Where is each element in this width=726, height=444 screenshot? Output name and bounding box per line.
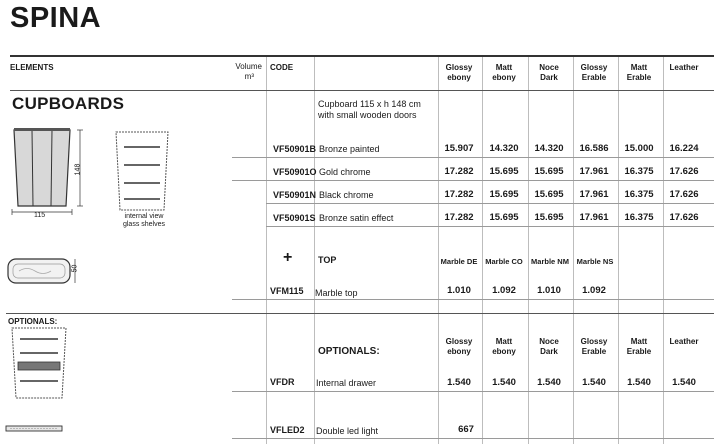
price-cell: 16.375	[624, 189, 654, 200]
price-cell: 16.224	[669, 143, 699, 154]
row-rule	[232, 299, 714, 300]
price-cell: 15.695	[534, 189, 564, 200]
row-desc: Double led light	[316, 426, 379, 436]
opt-col-leather: Leather	[669, 337, 699, 346]
price-cell: 17.626	[669, 189, 699, 200]
section-cupboards: CUPBOARDS	[12, 94, 125, 113]
price-cell: 1.092	[582, 285, 606, 296]
section-rule	[6, 313, 714, 314]
price-cell: 15.695	[534, 212, 564, 223]
row-desc: Black chrome	[319, 190, 374, 200]
row-rule	[232, 157, 714, 158]
price-cell: 15.695	[489, 189, 519, 200]
col-marble-ns: Marble NS	[576, 257, 614, 266]
optionals-label: OPTIONALS:	[318, 346, 380, 357]
price-cell: 1.540	[492, 377, 516, 388]
price-cell: 17.282	[444, 212, 474, 223]
opt-col-noce-dark: Noce Dark	[539, 337, 559, 356]
col-marble-co: Marble CO	[485, 257, 523, 266]
row-code: VFDR	[270, 377, 295, 387]
header-volume: Volume	[235, 62, 262, 71]
price-cell: 14.320	[489, 143, 519, 154]
row-code: VFM115	[270, 286, 304, 296]
plus-icon: +	[283, 249, 293, 266]
col-matt-ebony: Matt ebony	[492, 63, 516, 82]
price-cell: 1.010	[537, 285, 561, 296]
price-cell: 16.375	[624, 166, 654, 177]
opt-col-glossy-ebony: Glossy ebony	[445, 337, 473, 356]
row-code: VF50901N	[273, 190, 317, 200]
row-desc: Internal drawer	[316, 378, 377, 388]
price-cell: 17.961	[579, 212, 609, 223]
row-rule	[232, 438, 714, 439]
col-glossy-erable: Glossy Erable	[580, 63, 608, 82]
price-cell: 17.282	[444, 189, 474, 200]
price-cell: 15.000	[624, 143, 654, 154]
row-desc: Bronze satin effect	[319, 213, 394, 223]
dim-width-label: 115	[34, 212, 46, 219]
col-glossy-ebony: Glossy ebony	[445, 63, 473, 82]
price-cell: 1.540	[627, 377, 651, 388]
row-desc: Gold chrome	[319, 167, 371, 177]
price-cell: 16.375	[624, 212, 654, 223]
price-cell: 15.695	[489, 166, 519, 177]
price-cell: 15.907	[444, 143, 474, 154]
top-label: TOP	[318, 255, 337, 265]
optionals-side-label: OPTIONALS:	[8, 317, 58, 326]
row-rule	[266, 203, 714, 204]
price-cell: 1.092	[492, 285, 516, 296]
row-code: VF50901S	[273, 213, 316, 223]
price-cell: 17.626	[669, 212, 699, 223]
price-cell: 1.540	[447, 377, 471, 388]
led-light-drawing	[4, 423, 66, 435]
col-marble-de: Marble DE	[440, 257, 478, 266]
row-desc: Bronze painted	[319, 144, 380, 154]
opt-col-glossy-erable: Glossy Erable	[580, 337, 608, 356]
col-divider	[314, 57, 315, 444]
cupboard-description: Cupboard 115 x h 148 cm	[318, 99, 421, 109]
header-code: CODE	[270, 63, 294, 72]
opt-col-matt-ebony: Matt ebony	[492, 337, 516, 356]
price-cell: 17.626	[669, 166, 699, 177]
row-code: VFLED2	[270, 425, 305, 435]
dim-top-label: 50	[71, 264, 79, 273]
row-code: VF50901O	[273, 167, 317, 177]
header-bottom-rule	[10, 90, 714, 91]
header-rule	[10, 55, 714, 57]
col-noce-dark: Noce Dark	[539, 63, 559, 82]
internal-note: internal view glass shelves	[122, 213, 166, 228]
opt-col-matt-erable: Matt Erable	[626, 337, 652, 356]
price-cell: 1.540	[672, 377, 696, 388]
col-divider	[266, 57, 267, 444]
price-cell: 15.695	[489, 212, 519, 223]
row-rule	[232, 180, 714, 181]
price-cell: 17.282	[444, 166, 474, 177]
row-desc: Marble top	[315, 288, 358, 298]
row-rule	[266, 226, 714, 227]
price-cell: 1.540	[582, 377, 606, 388]
cupboard-description-2: with small wooden doors	[318, 110, 417, 120]
price-cell: 667	[458, 424, 474, 435]
dim-height-label: 148	[74, 163, 82, 176]
row-code: VF50901B	[273, 144, 317, 154]
page-title: SPINA	[10, 2, 102, 34]
header-elements: ELEMENTS	[10, 63, 54, 72]
price-cell: 1.010	[447, 285, 471, 296]
price-cell: 17.961	[579, 166, 609, 177]
col-matt-erable: Matt Erable	[626, 63, 652, 82]
col-leather: Leather	[669, 63, 699, 72]
price-cell: 15.695	[534, 166, 564, 177]
price-cell: 1.540	[537, 377, 561, 388]
row-rule	[232, 391, 714, 392]
header-volume-unit: m³	[244, 72, 254, 81]
col-marble-nm: Marble NM	[531, 257, 569, 266]
internal-drawer-drawing	[6, 326, 72, 402]
price-cell: 17.961	[579, 189, 609, 200]
price-cell: 16.586	[579, 143, 609, 154]
cupboard-internal-drawing	[112, 128, 172, 214]
price-cell: 14.320	[534, 143, 564, 154]
